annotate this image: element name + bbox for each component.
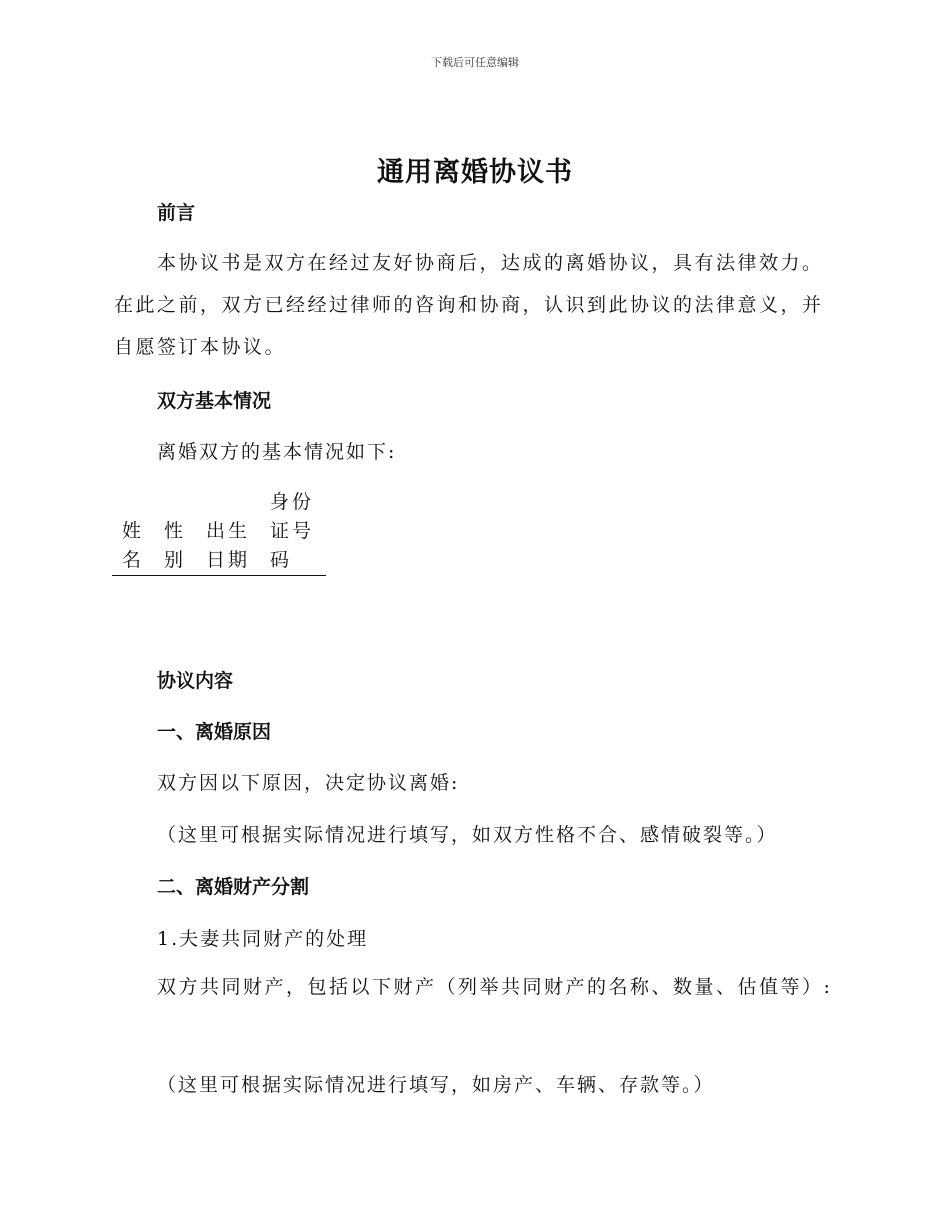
column-header-id-number: 身份证号码 [260,488,326,576]
column-header-sex: 性别 [154,488,196,576]
basic-info-intro: 离婚双方的基本情况如下: [157,441,397,463]
section2-note: （这里可根据实际情况进行填写，如房产、车辆、存款等。） [157,1074,715,1096]
header-note: 下载后可任意编辑 [431,56,519,69]
basic-info-heading: 双方基本情况 [157,390,272,412]
section2-paragraph: 双方共同财产，包括以下财产（列举共同财产的名称、数量、估值等）: [157,976,833,998]
section2-heading: 二、离婚财产分割 [157,876,310,898]
section1-note: （这里可根据实际情况进行填写，如双方性格不合、感情破裂等。） [157,824,778,846]
basic-info-table [112,488,326,576]
column-header-name: 姓名 [112,488,154,576]
section2-sub1: 1.夫妻共同财产的处理 [157,928,369,950]
preface-heading: 前言 [157,202,196,224]
preface-paragraph: 本协议书是双方在经过友好协商后，达成的离婚协议，具有法律效力。在此之前，双方已经经过律师的咨询和协商，认识到此协议的法律意义，并自愿签订本协议。 [114,252,824,358]
section1-heading: 一、离婚原因 [157,721,272,743]
document-title: 通用离婚协议书 [377,157,573,188]
column-header-birthdate: 出生日期 [196,488,260,576]
table-header-row [112,488,326,576]
section1-text: 双方因以下原因，决定协议离婚: [157,772,460,794]
agreement-heading: 协议内容 [157,670,234,692]
